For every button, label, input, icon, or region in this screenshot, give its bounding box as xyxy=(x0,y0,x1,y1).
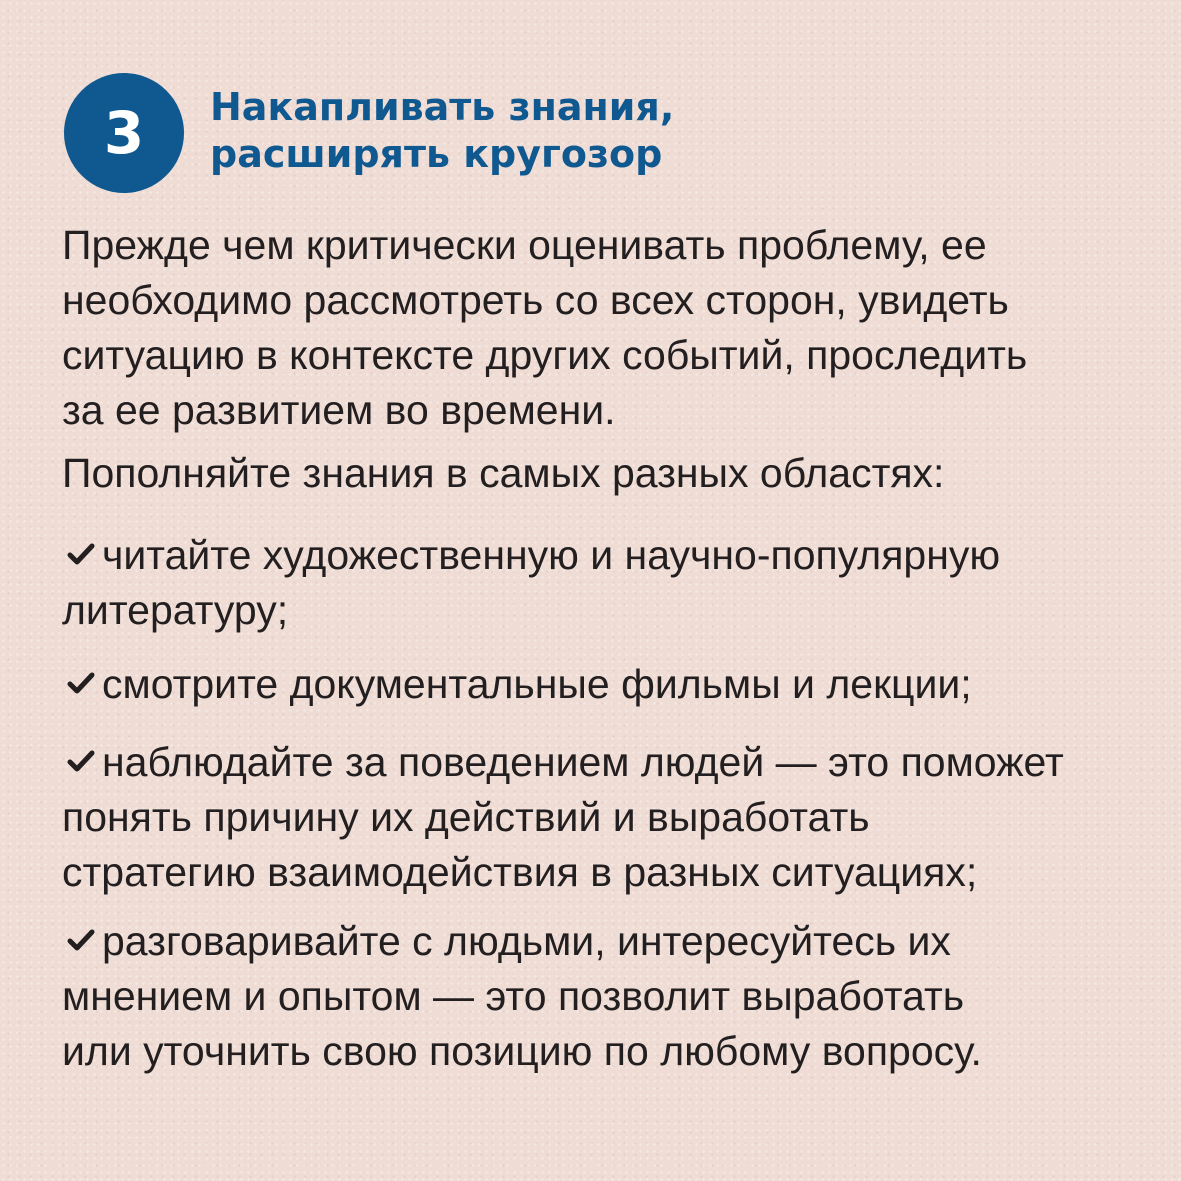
lead-paragraph xyxy=(62,446,1142,501)
intro-line: необходимо рассмотреть со всех сторон, увидеть xyxy=(62,277,1009,323)
page-title xyxy=(210,84,674,178)
intro-line: ситуацию в контексте других событий, проследить xyxy=(62,332,1028,378)
lead-line: Пополняйте знания в самых разных областях: xyxy=(62,450,945,496)
check-icon xyxy=(66,927,96,955)
list-item-text: стратегию взаимодействия в разных ситуациях; xyxy=(62,849,978,895)
step-number: 3 xyxy=(103,99,145,167)
list-item xyxy=(62,657,1142,712)
intro-paragraph xyxy=(62,218,1142,438)
list-item-text: мнением и опытом — это позволит выработать xyxy=(62,973,965,1019)
list-item xyxy=(62,528,1142,638)
check-icon xyxy=(66,748,96,776)
list-item-text: читайте художественную и научно-популярную xyxy=(102,532,1001,578)
list-item-text: литературу; xyxy=(62,587,289,633)
list-item-text: смотрите документальные фильмы и лекции; xyxy=(102,661,972,707)
title-line: расширять кругозор xyxy=(210,132,663,176)
list-item-text: наблюдайте за поведением людей — это поможет xyxy=(102,739,1064,785)
intro-line: Прежде чем критически оценивать проблему, ее xyxy=(62,222,987,268)
list-item xyxy=(62,735,1142,900)
list-item xyxy=(62,914,1142,1079)
intro-line: за ее развитием во времени. xyxy=(62,387,616,433)
check-icon xyxy=(66,541,96,569)
list-item-text: или уточнить свою позицию по любому вопросу. xyxy=(62,1028,982,1074)
list-item-text: разговаривайте с людьми, интересуйтесь их xyxy=(102,918,951,964)
title-line: Накапливать знания, xyxy=(210,85,675,129)
check-icon xyxy=(66,670,96,698)
list-item-text: понять причину их действий и выработать xyxy=(62,794,870,840)
step-number-badge xyxy=(64,73,184,193)
